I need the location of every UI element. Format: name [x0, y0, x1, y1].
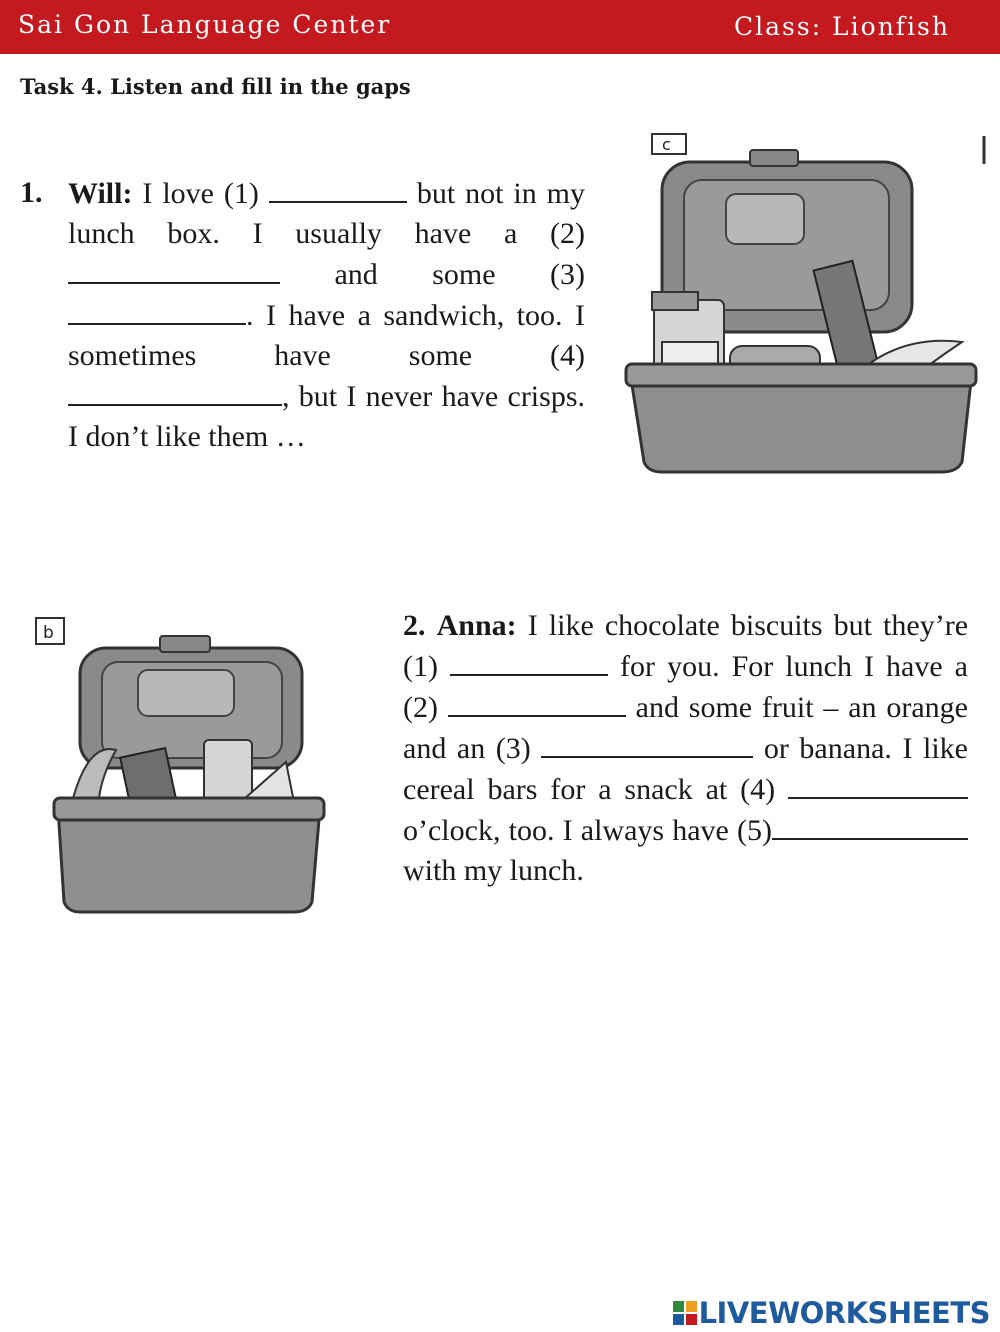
- speaker-will: Will:: [68, 177, 133, 210]
- task-title: Task 4. Listen and fill in the gaps: [20, 74, 411, 99]
- brand-text: LIVEWORKSHEETS: [698, 1296, 990, 1330]
- passage2-text: and some fruit – an orange and an (3): [403, 691, 968, 765]
- passage1: [68, 173, 585, 457]
- passage2: [403, 606, 968, 891]
- lunchbox-c-image: [622, 132, 992, 494]
- passage1-text: and some (3): [280, 258, 585, 291]
- passage2-text: or banana. I like cereal bars for a snack at (4): [403, 732, 968, 806]
- lunchbox-b-image: [28, 612, 340, 924]
- liveworksheets-brand: [673, 1296, 990, 1330]
- passage1-text: but not in my lunch box. I usually have a (2): [68, 177, 586, 250]
- picture-label-b: b: [43, 623, 54, 643]
- gap-1-3[interactable]: [68, 295, 246, 325]
- gap-1-4[interactable]: [68, 376, 282, 406]
- class-label: Class: Lionfish: [734, 12, 950, 41]
- gap-2-4[interactable]: [788, 769, 968, 799]
- liveworksheets-logo-icon: [673, 1301, 697, 1325]
- gap-2-2[interactable]: [448, 687, 626, 717]
- picture-label-c: c: [662, 135, 671, 154]
- passage2-number: 2.: [403, 609, 426, 642]
- passage2-text: with my lunch.: [403, 854, 584, 887]
- header-bar: [0, 0, 1000, 54]
- passage2-text: I like chocolate biscuits but they’re (1): [403, 609, 969, 683]
- passage1-text: I love (1): [132, 177, 269, 210]
- gap-2-5[interactable]: [772, 810, 968, 840]
- gap-2-1[interactable]: [450, 646, 608, 676]
- passage1-text: , but I never have crisps. I don’t like them …: [68, 380, 585, 453]
- passage1-number: 1.: [20, 176, 43, 209]
- gap-1-2[interactable]: [68, 254, 280, 284]
- passage2-text: for you. For lunch I have a (2): [403, 650, 968, 724]
- center-name: Sai Gon Language Center: [18, 10, 392, 39]
- passage1-text: . I have a sandwich, too. I sometimes have some (4): [68, 299, 585, 372]
- gap-1-1[interactable]: [269, 173, 407, 203]
- passage2-text: o’clock, too. I always have (5): [403, 814, 772, 847]
- speaker-anna: Anna:: [436, 609, 517, 642]
- gap-2-3[interactable]: [541, 728, 753, 758]
